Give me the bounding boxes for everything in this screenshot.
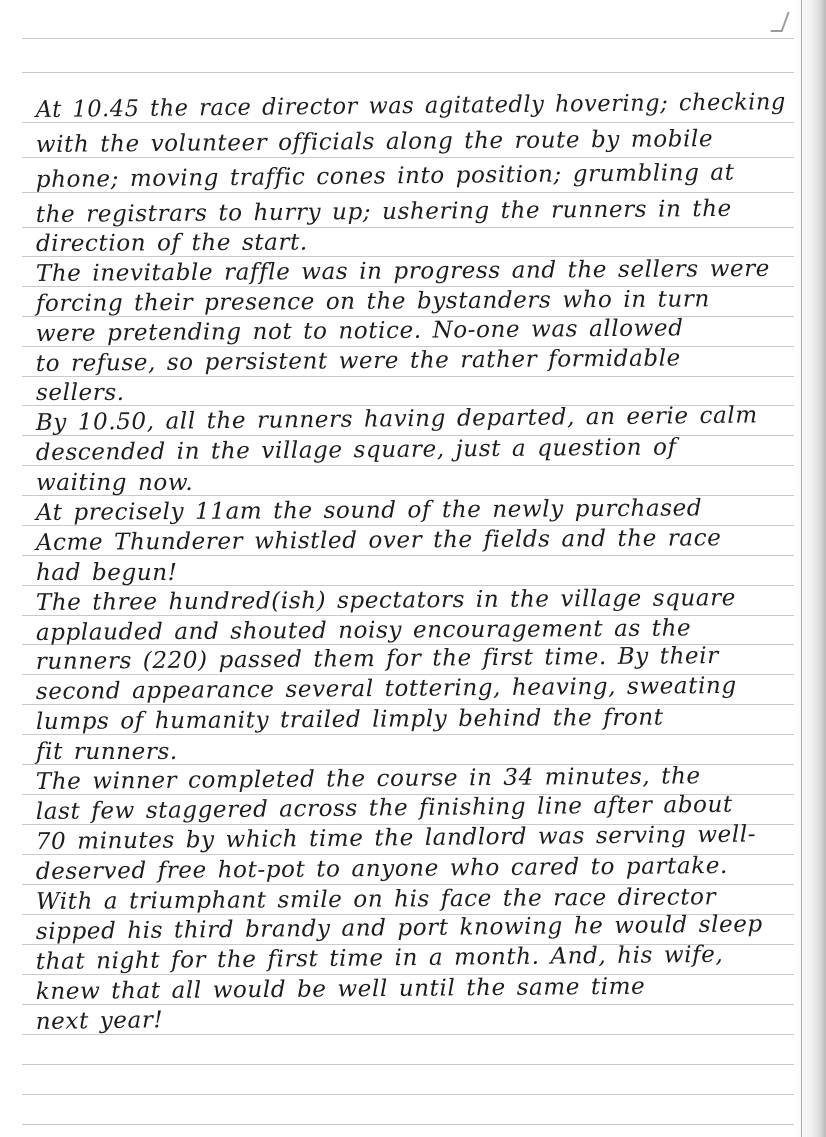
handwritten-line: descended in the village square, just a question of [35, 434, 677, 467]
handwritten-line: The winner completed the course in 34 minutes, the [35, 763, 701, 796]
ruled-line [22, 1124, 796, 1125]
handwritten-line: next year! [35, 1007, 164, 1036]
handwritten-line: last few staggered across the finishing line after about [35, 791, 733, 826]
ruled-line [22, 72, 796, 73]
handwritten-line: deserved free hot-pot to anyone who cared to partake. [35, 852, 729, 886]
page-edge [801, 0, 802, 1137]
handwritten-line: that night for the first time in a month. And, his wife, [35, 941, 724, 976]
handwritten-line: forcing their presence on the bystanders who in turn [35, 286, 710, 318]
handwritten-line: waiting now. [36, 470, 194, 496]
ruled-line [22, 1064, 796, 1065]
handwritten-line: The three hundred(ish) spectators in the village square [35, 585, 737, 617]
handwritten-line: applauded and shouted noisy encouragement as the [35, 615, 692, 647]
handwritten-line: At precisely 11am the sound of the newly purchased [35, 495, 703, 527]
ruled-line [22, 1094, 796, 1095]
handwritten-line: With a triumphant smile on his face the race director [35, 884, 717, 916]
handwritten-line: second appearance several tottering, heaving, sweating [35, 672, 737, 706]
handwritten-line: to refuse, so persistent were the rather formidable [35, 345, 681, 378]
handwritten-line: were pretending not to notice. No-one was allowed [35, 315, 684, 348]
handwritten-line: runners (220) passed them for the first time. By their [35, 643, 719, 676]
ruled-line [22, 38, 796, 39]
handwritten-line: phone; moving traffic cones into position; grumbling at [35, 159, 735, 194]
handwritten-line: At 10.45 the race director was agitatedly hovering; checking [35, 89, 787, 124]
handwritten-line: fit runners. [36, 739, 178, 765]
handwritten-line: had begun! [36, 560, 178, 586]
handwritten-line: knew that all would be well until the same time [35, 973, 646, 1006]
handwritten-line: sipped his third brandy and port knowing he would sleep [35, 911, 763, 946]
handwritten-line: lumps of humanity trailed limply behind the front [35, 704, 664, 736]
handwritten-line: with the volunteer officials along the route by mobile [35, 126, 714, 159]
corner-mark [770, 12, 789, 32]
handwritten-line: the registrars to hurry up; ushering the runners in the [35, 195, 732, 229]
handwritten-line: By 10.50, all the runners having departed, an eerie calm [35, 402, 758, 437]
handwritten-line: sellers. [36, 380, 125, 406]
handwritten-line: The inevitable raffle was in progress and the sellers were [35, 255, 771, 288]
page-edge-shadow [794, 0, 826, 1137]
handwritten-line: 70 minutes by which time the landlord was serving well- [35, 821, 757, 856]
handwritten-line: direction of the start. [35, 229, 308, 258]
handwritten-line: Acme Thunderer whistled over the fields and the race [35, 525, 722, 557]
